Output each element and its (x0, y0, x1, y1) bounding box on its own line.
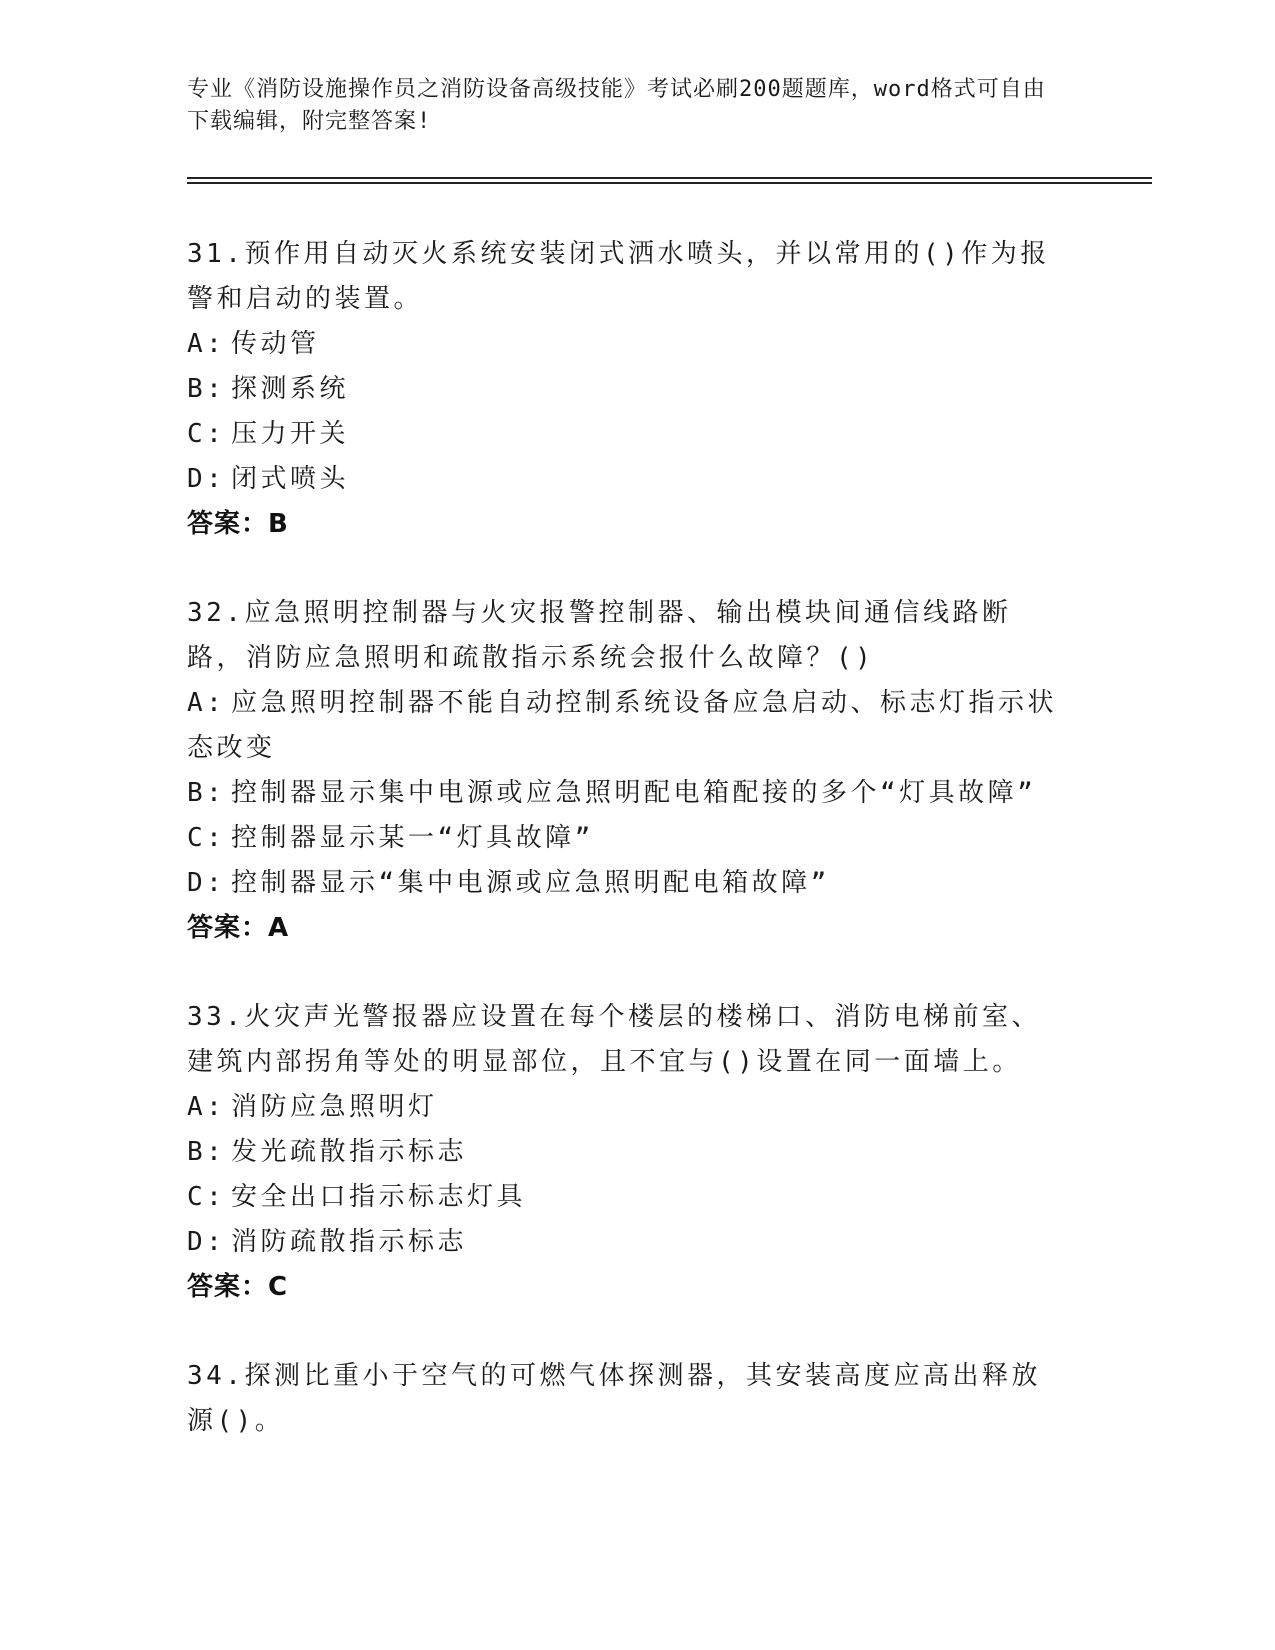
question-33 (187, 995, 1067, 1310)
answer: 答案：C (187, 1272, 289, 1302)
option-letter: D: (187, 1227, 226, 1257)
header-intro: 专业《消防设施操作员之消防设备高级技能》考试必刷200题题库，word格式可自由下载编辑，附完整答案! (187, 77, 1046, 134)
option-d (187, 861, 1067, 906)
option-letter: A: (187, 329, 226, 359)
option-letter: A: (187, 1092, 226, 1122)
header-divider-top (187, 177, 1152, 179)
question-list (187, 232, 1067, 1488)
option-text: 控制器显示集中电源或应急照明配电箱配接的多个“灯具故障” (231, 778, 1037, 808)
option-d (187, 457, 1067, 502)
option-a (187, 681, 1067, 771)
option-text: 发光疏散指示标志 (231, 1137, 468, 1167)
option-a (187, 322, 1067, 367)
option-c (187, 412, 1067, 457)
question-text: 32.应急照明控制器与火灾报警控制器、输出模块间通信线路断路，消防应急照明和疏散指示系统会报什么故障？() (187, 598, 1012, 673)
option-letter: D: (187, 464, 226, 494)
question-34 (187, 1354, 1067, 1444)
question-31 (187, 232, 1067, 547)
option-c (187, 816, 1067, 861)
header-divider-bottom (187, 182, 1152, 184)
option-letter: B: (187, 1137, 226, 1167)
option-letter: B: (187, 778, 226, 808)
option-text: 闭式喷头 (231, 464, 350, 494)
option-b (187, 771, 1067, 816)
question-text: 33.火灾声光警报器应设置在每个楼层的楼梯口、消防电梯前室、建筑内部拐角等处的明显部位，且不宜与()设置在同一面墙上。 (187, 1002, 1041, 1077)
option-b (187, 1130, 1067, 1175)
option-text: 控制器显示“集中电源或应急照明配电箱故障” (231, 868, 830, 898)
option-text: 传动管 (231, 329, 320, 359)
option-text: 安全出口指示标志灯具 (231, 1182, 527, 1212)
option-letter: A: (187, 688, 226, 718)
question-32 (187, 591, 1067, 951)
option-letter: C: (187, 823, 226, 853)
answer: 答案：A (187, 913, 290, 943)
option-text: 探测系统 (231, 374, 350, 404)
question-text: 34.探测比重小于空气的可燃气体探测器，其安装高度应高出释放源()。 (187, 1361, 1041, 1436)
answer: 答案：B (187, 509, 289, 539)
option-d (187, 1220, 1067, 1265)
option-letter: C: (187, 419, 226, 449)
option-c (187, 1175, 1067, 1220)
question-text: 31.预作用自动灭火系统安装闭式洒水喷头，并以常用的()作为报警和启动的装置。 (187, 239, 1050, 314)
option-text: 控制器显示某一“灯具故障” (231, 823, 594, 853)
option-letter: D: (187, 868, 226, 898)
option-text: 压力开关 (231, 419, 350, 449)
option-b (187, 367, 1067, 412)
option-text: 消防应急照明灯 (231, 1092, 438, 1122)
option-text: 应急照明控制器不能自动控制系统设备应急启动、标志灯指示状态改变 (187, 688, 1058, 763)
option-a (187, 1085, 1067, 1130)
option-letter: B: (187, 374, 226, 404)
option-text: 消防疏散指示标志 (231, 1227, 468, 1257)
option-letter: C: (187, 1182, 226, 1212)
